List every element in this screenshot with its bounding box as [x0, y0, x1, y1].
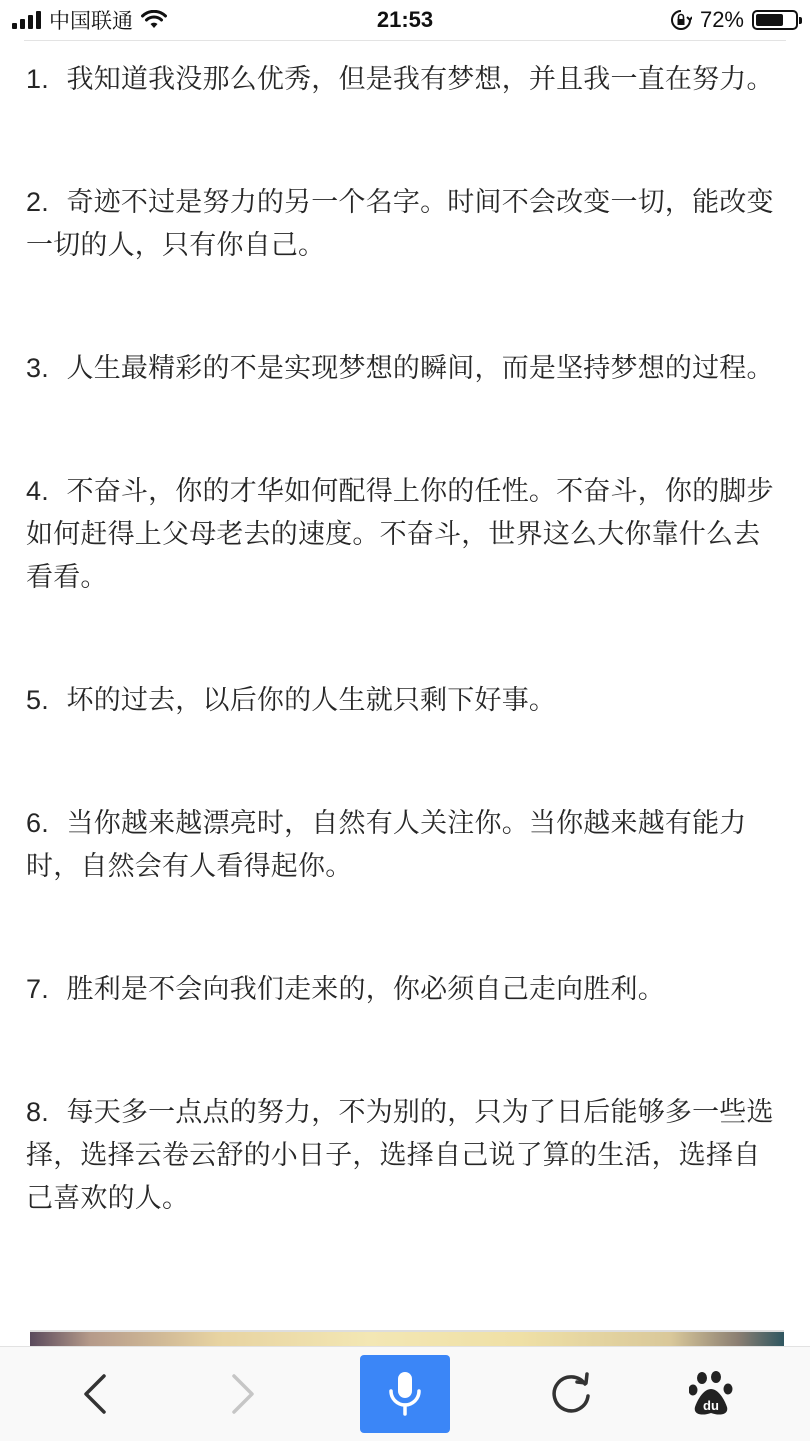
- article-content: [26, 58, 778, 1220]
- list-item: 6. 当你越来越漂亮时，自然有人关注你。当你越来越有能力时，自然会有人看得起你。: [26, 808, 747, 882]
- list-item: 1. 我知道我没那么优秀，但是我有梦想，并且我一直在努力。: [26, 64, 774, 95]
- rotation-lock-icon: [670, 9, 692, 31]
- back-icon: [78, 1372, 112, 1416]
- baidu-paw-icon: [689, 1371, 733, 1417]
- list-item: 3. 人生最精彩的不是实现梦想的瞬间，而是坚持梦想的过程。: [26, 353, 774, 384]
- list-item: 8. 每天多一点点的努力，不为别的，只为了日后能够多一些选择，选择云卷云舒的小日子，选择自己说了算的生活，选择自己喜欢的人。: [26, 1097, 774, 1214]
- forward-icon: [226, 1372, 260, 1416]
- status-left: [12, 0, 167, 40]
- forward-button[interactable]: [196, 1347, 290, 1441]
- voice-search-button[interactable]: [360, 1355, 450, 1433]
- refresh-icon: [549, 1372, 593, 1416]
- microphone-icon: [385, 1369, 425, 1419]
- carrier-name: 中国联通: [49, 9, 133, 33]
- wifi-icon: [141, 10, 167, 30]
- refresh-button[interactable]: [524, 1347, 618, 1441]
- list-item: 5. 坏的过去，以后你的人生就只剩下好事。: [26, 685, 557, 716]
- status-bar: [0, 0, 810, 40]
- battery-percent: 72%: [699, 7, 744, 32]
- baidu-button[interactable]: [664, 1347, 758, 1441]
- list-item: 2. 奇迹不过是努力的另一个名字。时间不会改变一切，能改变一切的人，只有你自己。: [26, 187, 774, 261]
- list-item: 4. 不奋斗，你的才华如何配得上你的任性。不奋斗，你的脚步如何赶得上父母老去的速度。不奋斗，世界这么大你靠什么去看看。: [26, 476, 774, 593]
- status-right: [670, 0, 798, 40]
- status-time: 21:53: [376, 7, 434, 32]
- browser-toolbar: [0, 1346, 810, 1441]
- list-item: 7. 胜利是不会向我们走来的，你必须自己走向胜利。: [26, 974, 665, 1005]
- signal-icon: [12, 11, 41, 29]
- back-button[interactable]: [48, 1347, 142, 1441]
- divider: [24, 40, 786, 41]
- baidu-label: du: [703, 1398, 719, 1413]
- battery-icon: [752, 10, 798, 30]
